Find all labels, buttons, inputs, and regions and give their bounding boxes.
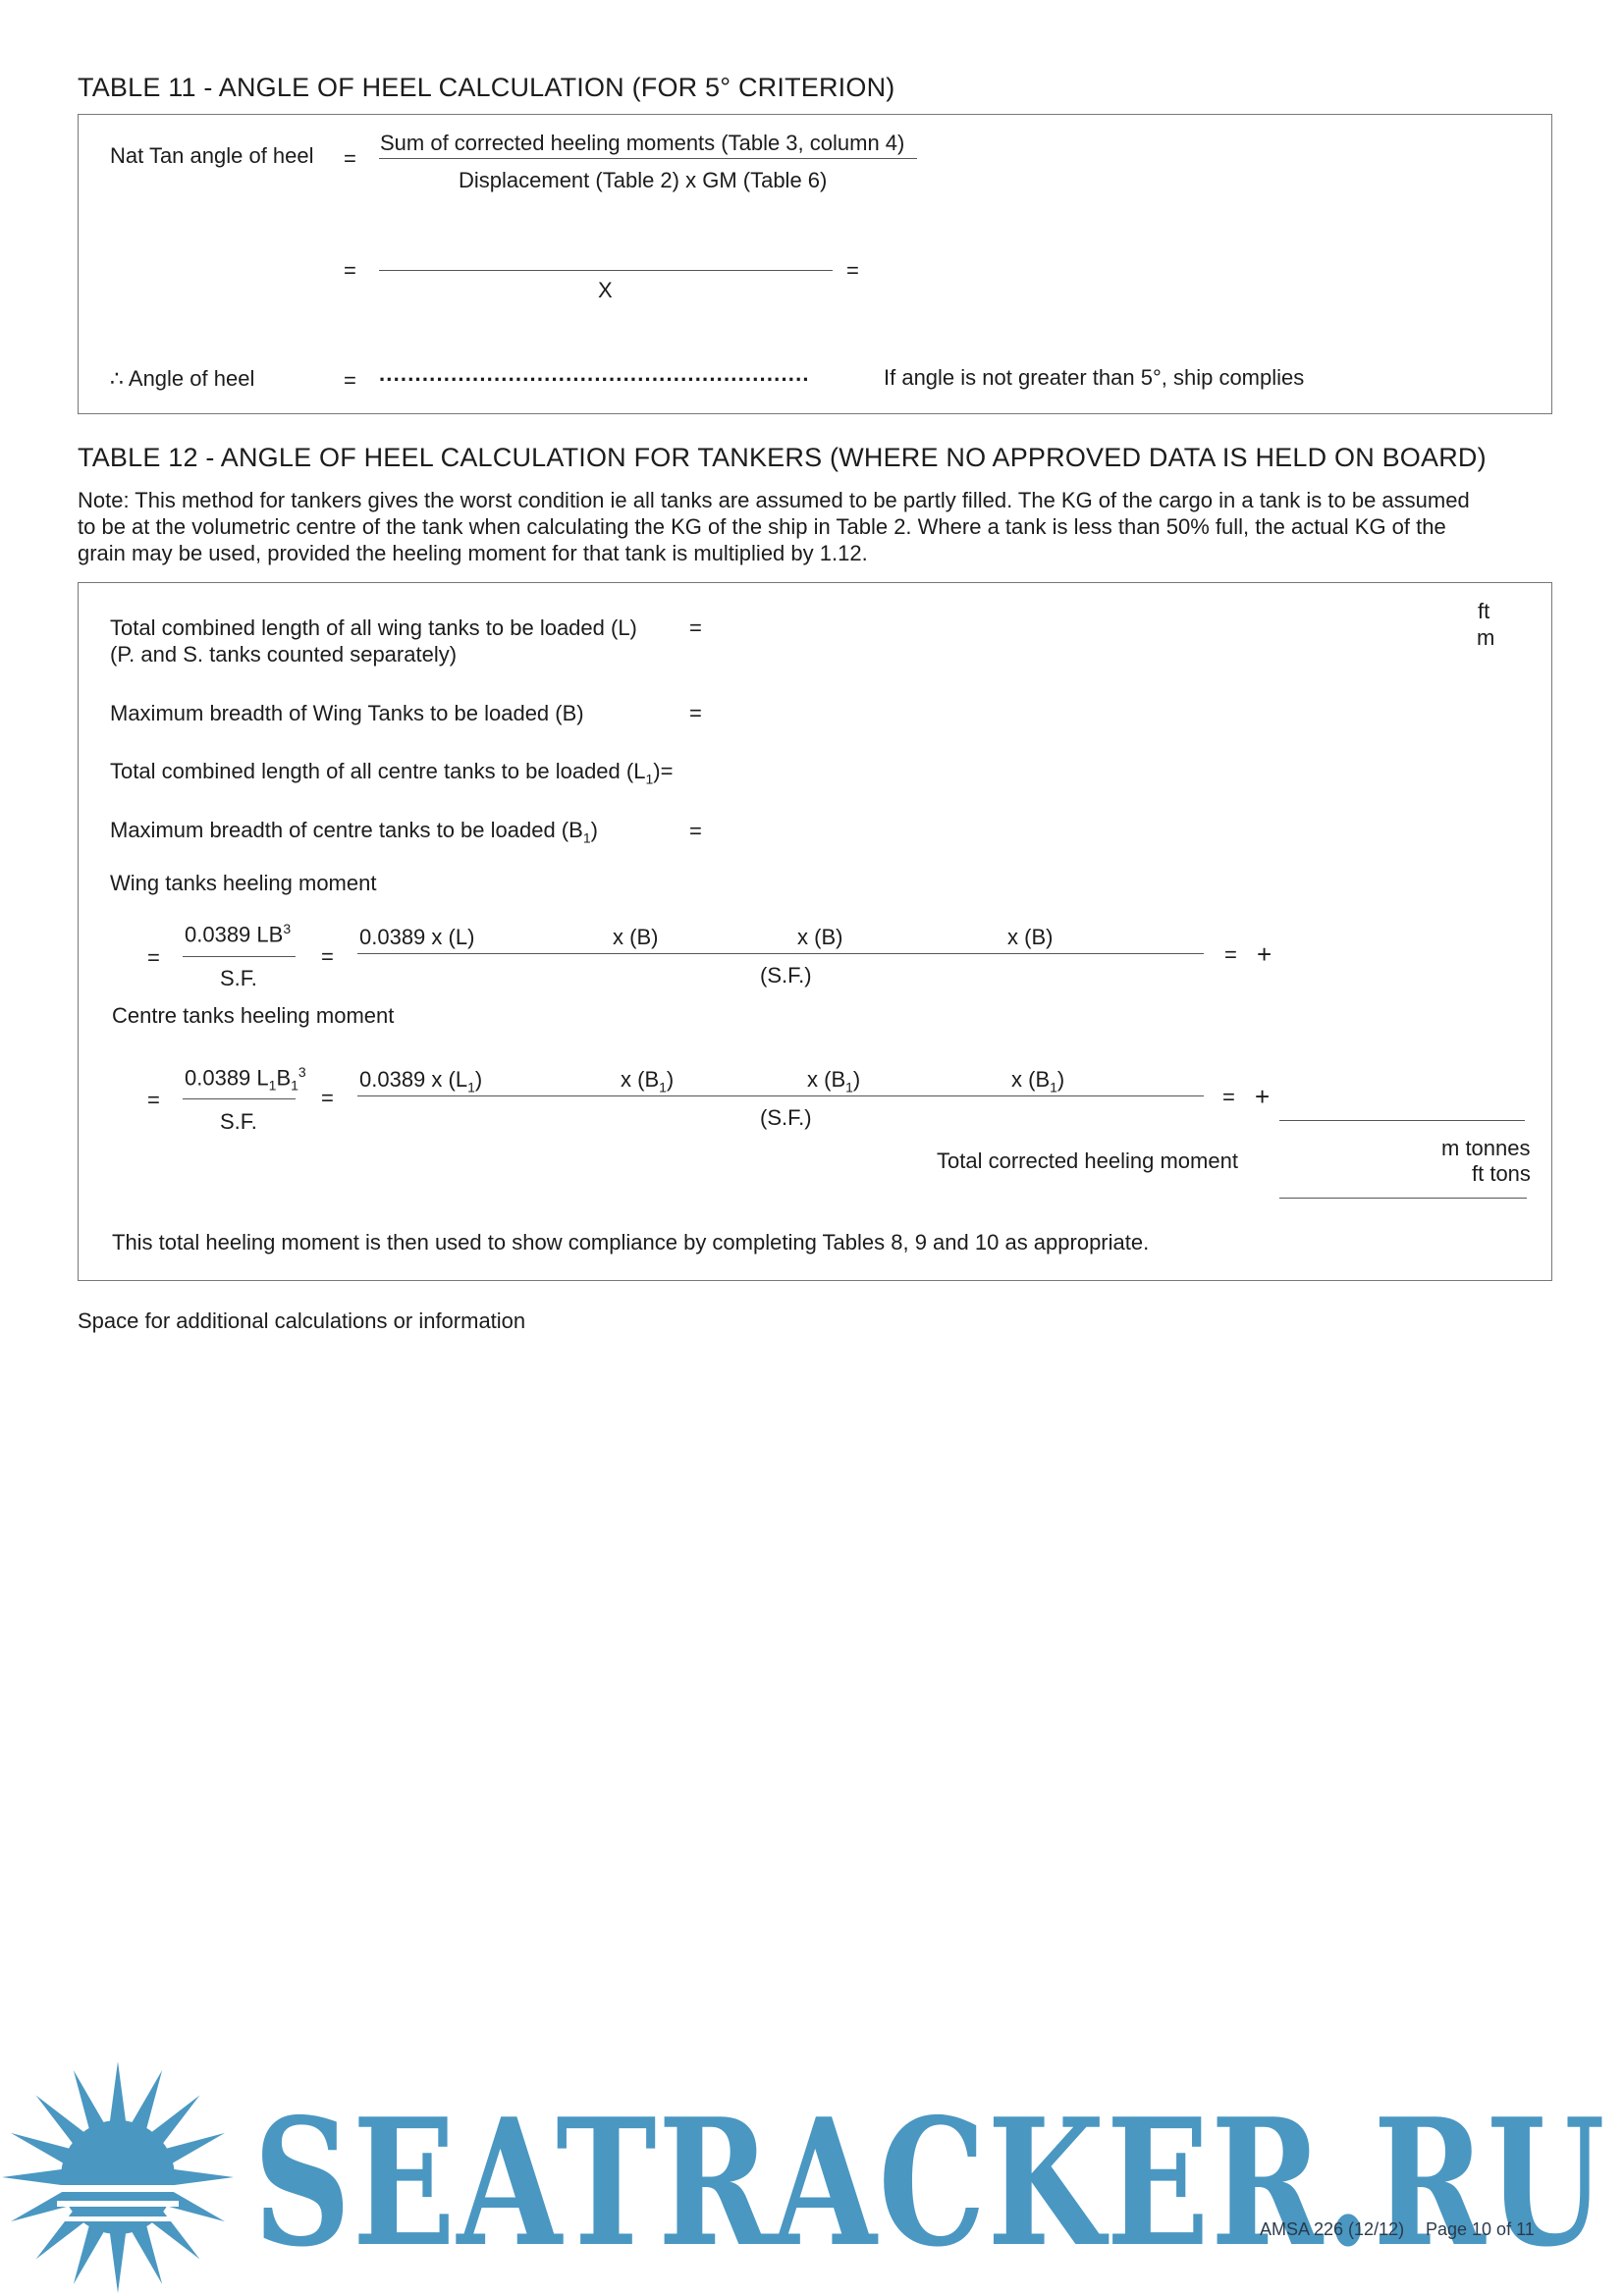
fraction-line [183, 1098, 296, 1099]
subscript-1: 1 [268, 1077, 277, 1094]
equals-sign: = [846, 258, 859, 283]
unit-m-tonnes: m tonnes [1441, 1136, 1531, 1160]
equals-sign: = [147, 1088, 160, 1112]
wing-moment-label: Wing tanks heeling moment [110, 871, 377, 895]
centre-expr-term [359, 1067, 482, 1095]
wing-expr-term: x (B) [797, 925, 843, 949]
sf-denominator: S.F. [220, 966, 257, 990]
subscript-1: 1 [645, 771, 654, 787]
coef-text: 0.0389 LB [185, 922, 284, 947]
expr-text: x (B [807, 1067, 846, 1092]
wing-length-label: Total combined length of all wing tanks to be loaded (L) [110, 615, 637, 640]
superscript-3: 3 [283, 921, 292, 936]
page-number: Page 10 of 11 [1426, 2219, 1535, 2239]
equals-sign: = [344, 258, 356, 283]
expr-text: 0.0389 x (L [359, 1067, 468, 1092]
equals-sign: = [344, 368, 356, 393]
compliance-note: If angle is not greater than 5°, ship complies [884, 365, 1305, 390]
table11-heading: TABLE 11 - ANGLE OF HEEL CALCULATION (FOR 5° CRITERION) [78, 73, 895, 102]
coef-text: 0.0389 L [185, 1065, 269, 1091]
nat-tan-label: Nat Tan angle of heel [110, 143, 314, 168]
angle-of-heel-label: ∴ Angle of heel [110, 366, 255, 391]
sum-line [1279, 1120, 1525, 1121]
units-m: m [1477, 625, 1495, 650]
unit-ft-tons: ft tons [1472, 1161, 1531, 1186]
wing-length-sublabel: (P. and S. tanks counted separately) [110, 642, 458, 667]
equals-sign: = [689, 819, 702, 843]
wing-expr-term: x (B) [613, 925, 659, 949]
wing-expr-term: x (B) [1007, 925, 1054, 949]
times-sign: X [598, 278, 613, 302]
sun-logo-icon [2, 2061, 234, 2293]
fraction-numerator: Sum of corrected heeling moments (Table 3, column 4) [380, 131, 905, 155]
sf-denominator: S.F. [220, 1109, 257, 1134]
equals-sign: = [147, 945, 160, 970]
note-line: Note: This method for tankers gives the worst condition ie all tanks are assumed to be partly filled. The KG of the cargo in a tank is to be assumed [78, 488, 1470, 512]
close-paren: ) [666, 1067, 675, 1092]
space-label: Space for additional calculations or information [78, 1308, 526, 1333]
equals-sign: = [689, 701, 702, 725]
centre-coefficient [185, 1064, 306, 1094]
wing-coefficient [185, 921, 291, 947]
coef-text: B [276, 1065, 292, 1091]
superscript-3: 3 [298, 1064, 306, 1080]
note-line: grain may be used, provided the heeling moment for that tank is multiplied by 1.12. [78, 541, 868, 565]
expr-text: x (B [621, 1067, 660, 1092]
close-paren: ) [590, 818, 598, 842]
expr-text: x (B [1011, 1067, 1051, 1092]
equals-sign: = [321, 1086, 334, 1110]
centre-length-text: Total combined length of all centre tanks to be loaded (L [110, 759, 646, 783]
fraction-line [183, 956, 296, 957]
centre-length-label [110, 759, 673, 786]
equals-sign: = [1222, 1085, 1235, 1109]
subscript-1: 1 [582, 829, 591, 846]
centre-breadth-text: Maximum breadth of centre tanks to be loaded (B [110, 818, 583, 842]
equals-sign: = [689, 615, 702, 640]
close-paren: ) [1056, 1067, 1065, 1092]
total-moment-label: Total corrected heeling moment [937, 1148, 1238, 1173]
angle-dotted-blank: ............................................................ [379, 361, 810, 386]
equals-sign: = [321, 944, 334, 969]
wing-breadth-label: Maximum breadth of Wing Tanks to be loaded (B) [110, 701, 584, 725]
centre-expr-term [621, 1067, 674, 1095]
plus-sign: + [1257, 939, 1272, 969]
watermark-text: SEATRACKER.RU [253, 2080, 1606, 2285]
form-reference: AMSA 226 (12/12) [1260, 2219, 1405, 2239]
plus-sign: + [1255, 1082, 1271, 1111]
close-paren-equals: )= [653, 759, 674, 783]
equals-sign: = [344, 146, 356, 171]
centre-expr-term [1011, 1067, 1064, 1095]
fraction-line [357, 1095, 1204, 1096]
fraction-line [379, 158, 917, 159]
sf-paren: (S.F.) [760, 1105, 812, 1130]
table12-heading: TABLE 12 - ANGLE OF HEEL CALCULATION FOR TANKERS (WHERE NO APPROVED DATA IS HELD ON BOARD) [78, 443, 1487, 472]
table12-note [78, 487, 1550, 566]
fraction-line [357, 953, 1204, 954]
subscript-1: 1 [1050, 1079, 1057, 1095]
blank-line [379, 270, 833, 271]
total-line [1279, 1198, 1527, 1199]
close-paren: ) [852, 1067, 861, 1092]
subscript-1: 1 [467, 1079, 475, 1095]
subscript-1: 1 [291, 1077, 298, 1094]
equals-sign: = [1224, 942, 1237, 967]
subscript-1: 1 [845, 1079, 853, 1095]
closing-note: This total heeling moment is then used to show compliance by completing Tables 8, 9 and 10 as appropriate. [112, 1230, 1150, 1255]
note-line: to be at the volumetric centre of the tank when calculating the KG of the ship in Table 2. Where a tank is less than 50% full, the actual KG of the [78, 514, 1446, 539]
subscript-1: 1 [659, 1079, 667, 1095]
wing-expr-term: 0.0389 x (L) [359, 925, 475, 949]
centre-moment-label: Centre tanks heeling moment [112, 1003, 395, 1028]
units-ft: ft [1478, 599, 1490, 623]
fraction-denominator: Displacement (Table 2) x GM (Table 6) [459, 168, 828, 192]
centre-breadth-label [110, 818, 598, 845]
sf-paren: (S.F.) [760, 963, 812, 988]
centre-expr-term [807, 1067, 860, 1095]
close-paren: ) [474, 1067, 483, 1092]
seatracker-watermark [0, 2052, 1624, 2296]
